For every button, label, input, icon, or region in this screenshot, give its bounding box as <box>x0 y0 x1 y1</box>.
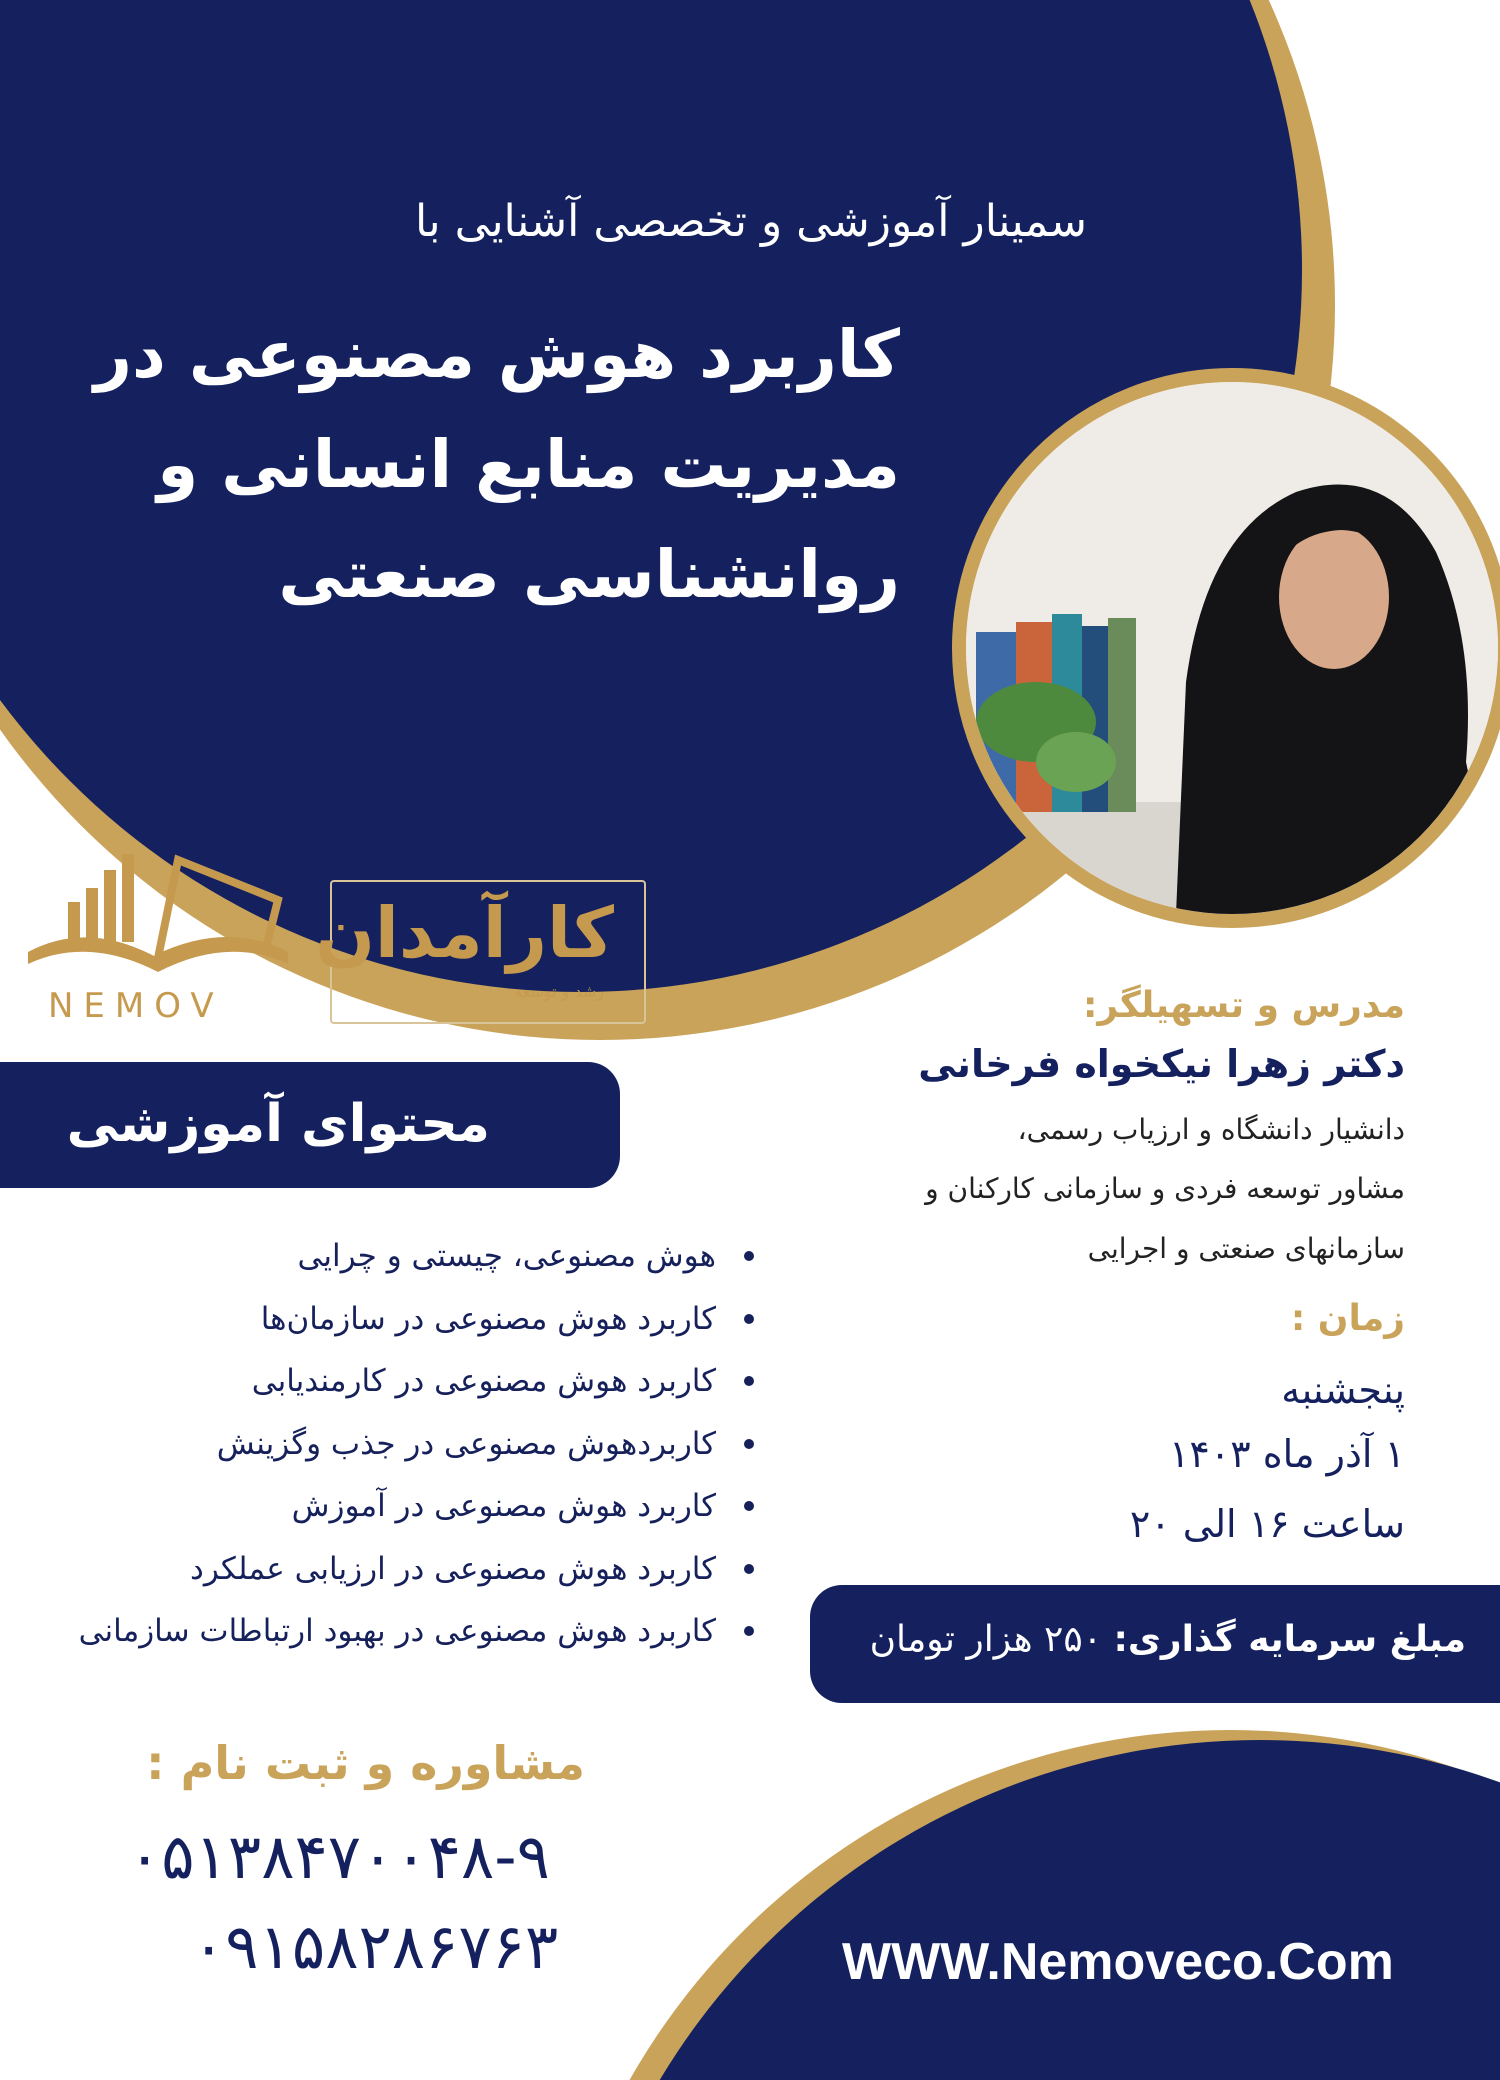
schedule-time: ساعت ۱۶ الی ۲۰ <box>1129 1502 1405 1546</box>
fee-pill <box>810 1585 1500 1703</box>
list-item: کاربرد هوش مصنوعی در کارمندیابی <box>0 1350 760 1413</box>
instructor-bio-line-1: دانشیار دانشگاه و ارزیاب رسمی، <box>1017 1113 1405 1146</box>
seminar-title <box>40 300 900 630</box>
schedule-day: پنجشنبه <box>1281 1368 1405 1412</box>
contact-heading: مشاوره و ثبت نام : <box>146 1736 585 1790</box>
instructor-photo <box>952 368 1500 928</box>
title-line-3: روانشناسی صنعتی <box>278 536 900 613</box>
website-link[interactable]: WWW.Nemoveco.Com <box>842 1933 1394 1991</box>
content-heading: محتوای آموزشی <box>66 1094 490 1154</box>
instructor-heading: مدرس و تسهیلگر: <box>1083 985 1405 1026</box>
instructor-bio-line-3: سازمانهای صنعتی و اجرایی <box>1087 1232 1405 1265</box>
schedule-date: ۱ آذر ماه ۱۴۰۳ <box>1169 1432 1405 1476</box>
seminar-subtitle: سمینار آموزشی و تخصصی آشنایی با <box>415 196 1087 247</box>
nemov-logo <box>28 840 288 1030</box>
list-item: کاربردهوش مصنوعی در جذب وگزینش <box>0 1413 760 1476</box>
content-heading-pill <box>0 1062 620 1188</box>
karamadan-logo-text: کارآمدان <box>315 892 614 974</box>
list-item: کاربرد هوش مصنوعی در آموزش <box>0 1475 760 1538</box>
title-line-1: کاربرد هوش مصنوعی در <box>94 316 900 393</box>
karamadan-logo <box>315 880 646 1024</box>
list-item: هوش مصنوعی، چیستی و چرایی <box>0 1225 760 1288</box>
karamadan-logo-subtext: رشد و توسعه <box>514 982 604 1001</box>
instructor-bio-line-2: مشاور توسعه فردی و سازمانی کارکنان و <box>925 1172 1405 1205</box>
content-list <box>0 1225 760 1663</box>
list-item: کاربرد هوش مصنوعی در سازمان‌ها <box>0 1288 760 1351</box>
phone-2[interactable]: ۰۹۱۵۸۲۸۶۷۶۳ <box>192 1910 559 1983</box>
fee-value: ۲۵۰ هزار تومان <box>869 1619 1103 1660</box>
schedule-heading: زمان : <box>1290 1298 1405 1339</box>
phone-1[interactable]: ۰۵۱۳۸۴۷۰۰۴۸-۹ <box>128 1820 550 1893</box>
fee-label: مبلغ سرمایه گذاری: <box>1113 1619 1466 1660</box>
fee-text <box>870 1619 1466 1660</box>
instructor-name: دکتر زهرا نیکخواه فرخانی <box>918 1042 1405 1086</box>
list-item: کاربرد هوش مصنوعی در بهبود ارتباطات سازمانی <box>0 1600 760 1663</box>
list-item: کاربرد هوش مصنوعی در ارزیابی عملکرد <box>0 1538 760 1601</box>
nemov-logo-text: NEMOV <box>48 986 224 1026</box>
title-line-2: مدیریت منابع انسانی و <box>157 426 900 503</box>
